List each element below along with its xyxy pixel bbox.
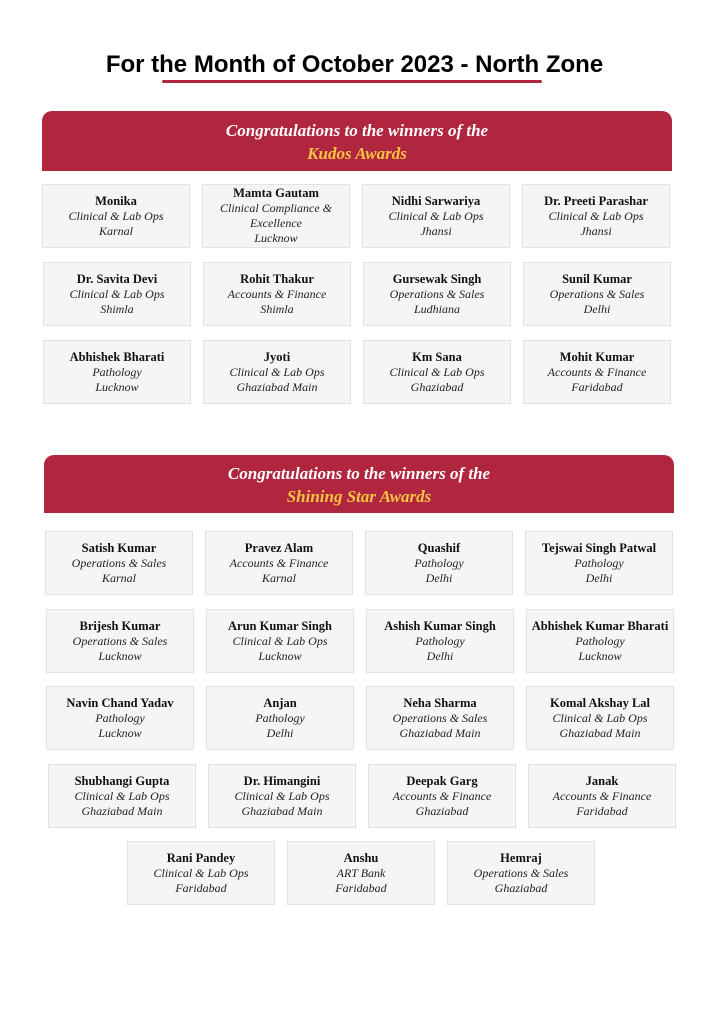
- winner-card: [363, 340, 511, 404]
- banner-award-name: Shining Star Awards: [286, 487, 432, 506]
- winner-department: Clinical & Lab Ops: [552, 710, 648, 725]
- winner-department: Operations & Sales: [392, 710, 488, 725]
- winner-card: [523, 262, 671, 326]
- winner-location: Ghaziabad Main: [559, 725, 641, 740]
- winner-name: Km Sana: [412, 349, 462, 364]
- winner-name: Pravez Alam: [244, 540, 314, 555]
- winner-department: Clinical & Lab Ops: [229, 364, 325, 379]
- winner-department: Pathology: [415, 633, 465, 648]
- winner-card: [206, 609, 354, 673]
- winner-location: Ghaziabad Main: [241, 803, 323, 818]
- winner-card: [363, 262, 511, 326]
- winner-card: [365, 531, 513, 595]
- winner-department: Clinical & Lab Ops: [389, 364, 485, 379]
- winner-location: Lucknow: [95, 379, 139, 394]
- winner-name: Rohit Thakur: [240, 271, 314, 286]
- winner-name: Ashish Kumar Singh: [384, 618, 496, 633]
- winner-card: [42, 184, 190, 248]
- winner-card: [46, 686, 194, 750]
- winner-card: [447, 841, 595, 905]
- winner-location: Ludhiana: [413, 301, 460, 316]
- banner-line1: Congratulations to the winners of the: [225, 121, 489, 140]
- kudos-banner: [42, 111, 672, 171]
- winner-card: [202, 184, 350, 248]
- winner-department: Operations & Sales: [72, 633, 168, 648]
- winner-name: Brijesh Kumar: [79, 618, 161, 633]
- winner-department: Accounts & Finance: [552, 788, 652, 803]
- winner-location: Ghaziabad Main: [236, 379, 318, 394]
- winner-location: Lucknow: [258, 648, 302, 663]
- winner-card: [522, 184, 670, 248]
- winner-location: Delhi: [585, 570, 613, 585]
- winner-location: Lucknow: [254, 231, 298, 245]
- winner-name: Anjan: [263, 695, 297, 710]
- winner-department: Clinical & Lab Ops: [69, 286, 165, 301]
- winner-name: Tejswai Singh Patwal: [541, 540, 657, 555]
- winner-department: Pathology: [95, 710, 145, 725]
- winner-card: [287, 841, 435, 905]
- winner-card: [46, 609, 194, 673]
- winner-location: Shimla: [260, 301, 294, 316]
- winner-name: Anshu: [343, 850, 379, 865]
- winner-department: Operations & Sales: [71, 555, 167, 570]
- winner-name: Deepak Garg: [406, 773, 478, 788]
- winner-location: Delhi: [583, 301, 611, 316]
- winner-name: Nidhi Sarwariya: [391, 193, 481, 208]
- winner-card: [43, 340, 191, 404]
- winner-card: [362, 184, 510, 248]
- winner-location: Faridabad: [576, 803, 628, 818]
- winner-card: [366, 609, 514, 673]
- winner-card: [205, 531, 353, 595]
- winner-name: Navin Chand Yadav: [66, 695, 174, 710]
- winner-card: [48, 764, 196, 828]
- winner-department: Clinical & Lab Ops: [232, 633, 328, 648]
- winner-card: [43, 262, 191, 326]
- winner-card: [528, 764, 676, 828]
- winner-name: Sunil Kumar: [562, 271, 632, 286]
- winner-department: Clinical & Lab Ops: [234, 788, 330, 803]
- winner-department: Accounts & Finance: [229, 555, 329, 570]
- winner-location: Lucknow: [98, 648, 142, 663]
- winner-location: Delhi: [266, 725, 294, 740]
- winner-name: Shubhangi Gupta: [74, 773, 170, 788]
- winner-name: Dr. Himangini: [243, 773, 321, 788]
- winner-department: Operations & Sales: [389, 286, 485, 301]
- winner-department: Pathology: [574, 555, 624, 570]
- winner-location: Ghaziabad Main: [399, 725, 481, 740]
- page-title: For the Month of October 2023 - North Zone: [105, 51, 604, 78]
- winner-name: Rani Pandey: [166, 850, 236, 865]
- winner-location: Karnal: [261, 570, 296, 585]
- winner-department: ART Bank: [336, 865, 386, 880]
- winner-department: Clinical & Lab Ops: [388, 208, 484, 223]
- winner-location: Ghaziabad: [410, 379, 464, 394]
- winner-location: Lucknow: [578, 648, 622, 663]
- winner-department: Clinical & Lab Ops: [548, 208, 644, 223]
- winner-name: Komal Akshay Lal: [549, 695, 651, 710]
- winner-department: Clinical & Lab Ops: [153, 865, 249, 880]
- winner-name: Arun Kumar Singh: [228, 618, 332, 633]
- winner-location: Ghaziabad: [415, 803, 469, 818]
- winner-name: Gursewak Singh: [392, 271, 482, 286]
- winner-location: Faridabad: [175, 880, 227, 895]
- winner-card: [203, 262, 351, 326]
- winner-card: [526, 686, 674, 750]
- winner-name: Quashif: [417, 540, 461, 555]
- winner-location: Jhansi: [420, 223, 452, 238]
- shining-star-banner: [44, 455, 674, 513]
- winner-department: Operations & Sales: [473, 865, 569, 880]
- winner-name: Monika: [95, 193, 137, 208]
- winner-location: Karnal: [101, 570, 136, 585]
- winner-location: Ghaziabad: [494, 880, 548, 895]
- winner-name: Janak: [585, 773, 619, 788]
- winner-name: Hemraj: [500, 850, 542, 865]
- winner-location: Jhansi: [580, 223, 612, 238]
- winner-card: [525, 531, 673, 595]
- winner-department: Clinical Compliance & Excellence: [220, 201, 332, 230]
- winner-card: [368, 764, 516, 828]
- winner-name: Dr. Preeti Parashar: [544, 193, 648, 208]
- winner-card: [208, 764, 356, 828]
- winner-name: Neha Sharma: [403, 695, 477, 710]
- winner-department: Clinical & Lab Ops: [74, 788, 170, 803]
- winner-location: Faridabad: [335, 880, 387, 895]
- winner-department: Accounts & Finance: [392, 788, 492, 803]
- winner-name: Dr. Savita Devi: [76, 271, 158, 286]
- winner-card: [206, 686, 354, 750]
- title-underline: [162, 80, 542, 83]
- winner-location: Delhi: [425, 570, 453, 585]
- winner-location: Shimla: [100, 301, 134, 316]
- winner-name: Mohit Kumar: [559, 349, 635, 364]
- winner-department: Pathology: [575, 633, 625, 648]
- winner-department: Accounts & Finance: [227, 286, 327, 301]
- winner-name: Mamta Gautam: [233, 186, 319, 200]
- winner-department: Pathology: [255, 710, 305, 725]
- winner-name: Abhishek Bharati: [69, 349, 165, 364]
- winner-card: [127, 841, 275, 905]
- winner-name: Satish Kumar: [81, 540, 157, 555]
- winner-location: Delhi: [426, 648, 454, 663]
- winner-location: Lucknow: [98, 725, 142, 740]
- winner-location: Karnal: [98, 223, 133, 238]
- banner-award-name: Kudos Awards: [307, 144, 407, 163]
- winner-card: [203, 340, 351, 404]
- winner-card: [366, 686, 514, 750]
- winner-department: Pathology: [414, 555, 464, 570]
- winner-department: Pathology: [92, 364, 142, 379]
- winner-card: [523, 340, 671, 404]
- winner-location: Ghaziabad Main: [81, 803, 163, 818]
- winner-name: Jyoti: [263, 349, 291, 364]
- winner-department: Operations & Sales: [549, 286, 645, 301]
- winner-department: Accounts & Finance: [547, 364, 647, 379]
- banner-line1: Congratulations to the winners of the: [227, 464, 491, 483]
- winner-card: [526, 609, 674, 673]
- winner-location: Faridabad: [571, 379, 623, 394]
- winner-department: Clinical & Lab Ops: [68, 208, 164, 223]
- winner-name: Abhishek Kumar Bharati: [531, 618, 669, 633]
- winner-card: [45, 531, 193, 595]
